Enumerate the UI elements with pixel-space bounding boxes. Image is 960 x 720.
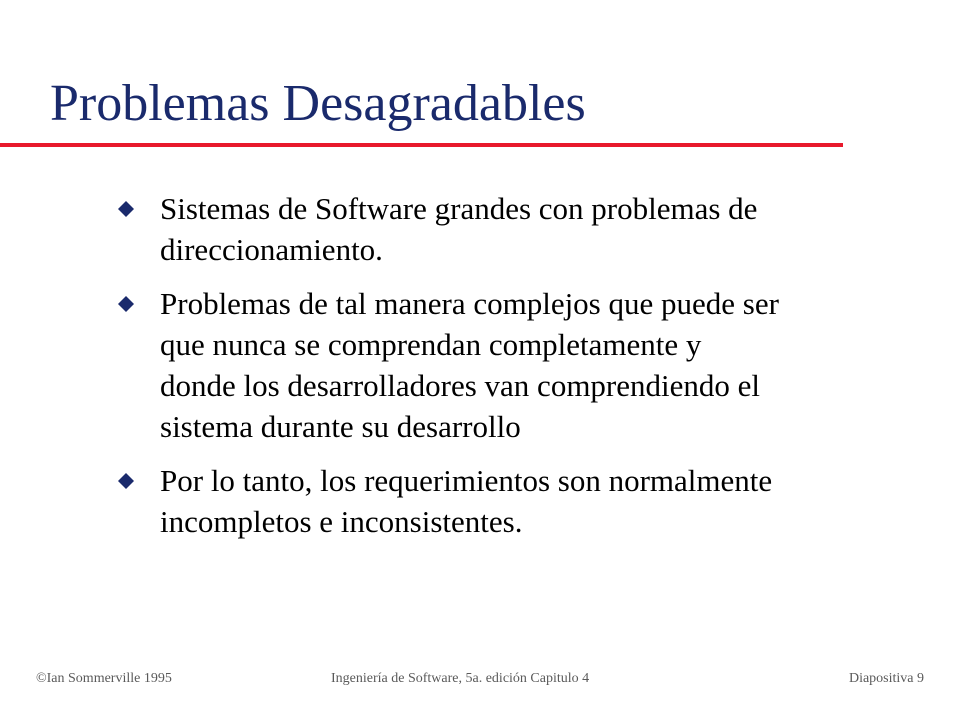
diamond-bullet-icon [118, 201, 134, 217]
bullet-text-line: direccionamiento. [160, 232, 383, 267]
bullet-list [110, 188, 910, 555]
bullet-text-line: donde los desarrolladores van comprendiendo el [160, 368, 761, 403]
bullet-text-line: Sistemas de Software grandes con problemas de [160, 191, 758, 226]
footer-copyright: ©Ian Sommerville 1995 [36, 671, 172, 686]
bullet-text-line: incompletos e inconsistentes. [160, 504, 523, 539]
bullet-item [110, 460, 910, 542]
slide-title: Problemas Desagradables [50, 75, 586, 132]
bullet-item [110, 283, 910, 447]
bullet-item [110, 188, 910, 270]
diamond-bullet-icon [118, 473, 134, 489]
bullet-text-line: sistema durante su desarrollo [160, 409, 521, 444]
bullet-text-line: Problemas de tal manera complejos que puede ser [160, 286, 779, 321]
footer-slide-number: Diapositiva 9 [848, 671, 924, 686]
bullet-text-line: Por lo tanto, los requerimientos son normalmente [160, 463, 773, 498]
diamond-bullet-icon [118, 296, 134, 312]
bullet-text-line: que nunca se comprendan completamente y [160, 327, 702, 362]
footer-course: Ingeniería de Software, 5a. edición Capitulo 4 [331, 671, 590, 686]
title-underline [0, 143, 843, 147]
